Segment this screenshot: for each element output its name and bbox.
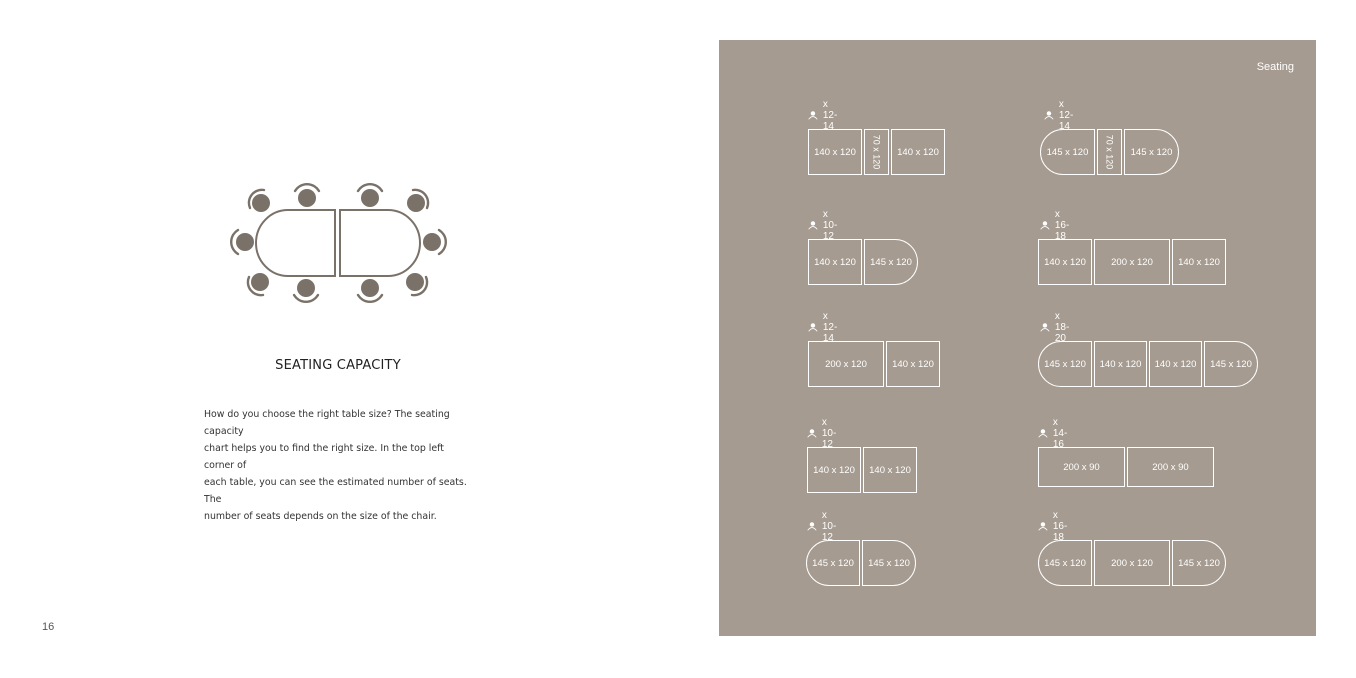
table-shape: 145 x 120: [1040, 129, 1095, 175]
person-icon: [1038, 426, 1048, 440]
person-icon: [1044, 108, 1054, 122]
body-line: How do you choose the right table size? The seating capacity: [204, 409, 450, 437]
person-icon: [1040, 320, 1050, 334]
body-line: each table, you can see the estimated number of seats. The: [204, 477, 467, 505]
table-shape: 145 x 120: [1038, 341, 1092, 387]
table-shape: 140 x 120: [808, 239, 862, 285]
capacity-text: x 14-16: [1052, 416, 1068, 450]
table-shape: 145 x 120: [1124, 129, 1179, 175]
person-icon: [807, 519, 817, 533]
table-shape: 140 x 120: [891, 129, 945, 175]
table-shape: 140 x 120: [1038, 239, 1092, 285]
capacity-label: [1040, 208, 1075, 242]
table-with-chairs-illustration: [228, 180, 450, 305]
panel-label: Seating: [1256, 61, 1294, 73]
capacity-label: [808, 310, 843, 344]
table-shape: 145 x 120: [806, 540, 860, 586]
capacity-text: x 16-18: [1052, 509, 1068, 543]
table-shape: 200 x 120: [808, 341, 884, 387]
capacity-text: x 10-12: [822, 208, 838, 242]
table-shape: 140 x 120: [1149, 341, 1202, 387]
table-shape: 145 x 120: [1038, 540, 1092, 586]
capacity-text: x 16-18: [1054, 208, 1070, 242]
person-icon: [808, 108, 818, 122]
capacity-label: [808, 208, 843, 242]
table-shape: 140 x 120: [1094, 341, 1147, 387]
capacity-label: [808, 98, 843, 132]
table-shape: 145 x 120: [864, 239, 918, 285]
person-icon: [1038, 519, 1048, 533]
table-shape: 140 x 120: [1172, 239, 1226, 285]
table-shape: 200 x 120: [1094, 540, 1170, 586]
table-shape: [864, 129, 889, 175]
table-label: 70 x 120: [1104, 134, 1115, 170]
body-text: [204, 406, 476, 525]
seating-panel: [719, 40, 1316, 636]
table-shape: 140 x 120: [863, 447, 917, 493]
capacity-text: x 12-14: [822, 310, 838, 344]
capacity-label: [1044, 98, 1079, 132]
capacity-text: x 10-12: [821, 416, 837, 450]
person-icon: [807, 426, 817, 440]
capacity-text: x 10-12: [821, 509, 837, 543]
capacity-text: x 12-14: [822, 98, 838, 132]
table-shape: 145 x 120: [1204, 341, 1258, 387]
person-icon: [808, 218, 818, 232]
body-line: number of seats depends on the size of the chair.: [204, 511, 437, 522]
table-shape: 140 x 120: [886, 341, 940, 387]
table-shape: 200 x 90: [1127, 447, 1214, 487]
capacity-label: [1038, 509, 1073, 543]
table-shape: 145 x 120: [862, 540, 916, 586]
page-number: 16: [42, 621, 55, 633]
capacity-label: [1040, 310, 1075, 344]
person-icon: [1040, 218, 1050, 232]
table-shape: 200 x 120: [1094, 239, 1170, 285]
capacity-label: [807, 416, 842, 450]
capacity-text: x 12-14: [1058, 98, 1074, 132]
table-shape: 200 x 90: [1038, 447, 1125, 487]
table-shape: [1097, 129, 1122, 175]
capacity-text: x 18-20: [1054, 310, 1070, 344]
page-title: SEATING CAPACITY: [275, 358, 401, 373]
table-label: 70 x 120: [871, 134, 882, 170]
table-shape: 140 x 120: [807, 447, 861, 493]
table-shape: 140 x 120: [808, 129, 862, 175]
capacity-label: [1038, 416, 1073, 450]
person-icon: [808, 320, 818, 334]
body-line: chart helps you to find the right size. In the top left corner of: [204, 443, 444, 471]
capacity-label: [807, 509, 842, 543]
table-shape: 145 x 120: [1172, 540, 1226, 586]
